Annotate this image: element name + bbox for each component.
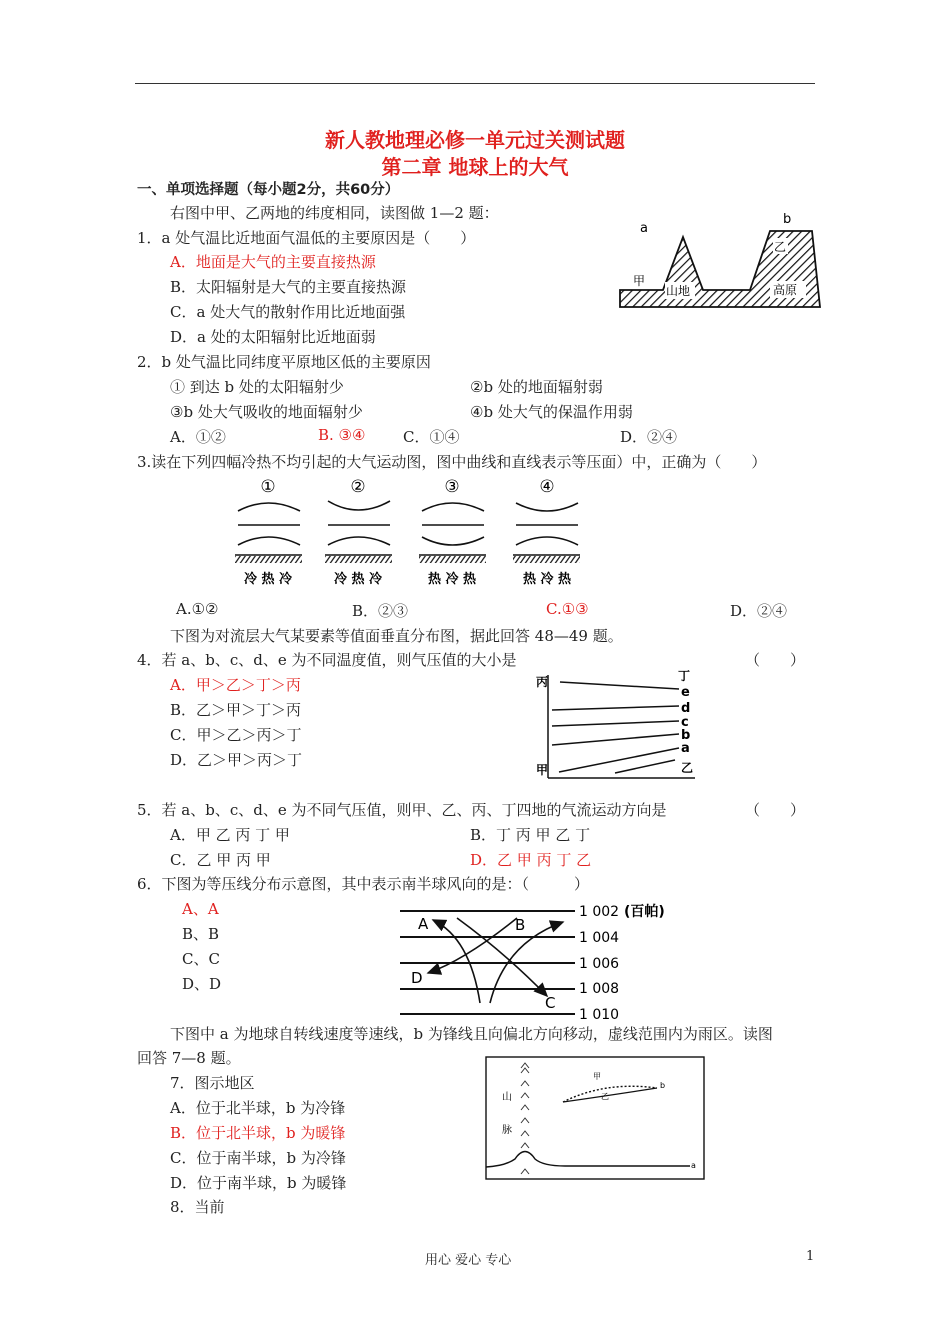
label-jia: 甲	[633, 274, 646, 288]
label-ding: 丁	[678, 669, 691, 683]
q2-option-d: D．②④	[620, 428, 678, 446]
isobar-unit: (百帕)	[624, 904, 665, 920]
arrow-label-d: D	[411, 969, 423, 987]
mountain-char-1: 山	[502, 1092, 512, 1103]
label-b-front: b	[660, 1081, 666, 1090]
q2-item-2: ②b 处的地面辐射弱	[470, 378, 603, 396]
front-figure	[485, 1056, 707, 1183]
q3-fig1-num: ①	[260, 477, 276, 497]
label-yi-iso: 乙	[681, 761, 694, 775]
q4-stem: 4．若 a、b、c、d、e 为不同温度值，则气压值的大小是	[137, 651, 517, 669]
intro-q7-8-line1: 下图中 a 为地球自转线速度等速线，b 为锋线且向偏北方向移动，虚线范围内为雨区。读图	[170, 1025, 773, 1043]
level-d: d	[681, 701, 691, 716]
label-a-front: a	[691, 1161, 696, 1170]
intro-q1-2: 右图中甲、乙两地的纬度相同，读图做 1—2 题：	[170, 204, 499, 222]
q3-fig2-num: ②	[350, 477, 366, 497]
q3-figure-1	[235, 477, 302, 587]
q5-option-a: A．甲 乙 丙 丁 甲	[170, 826, 290, 844]
page-number: 1	[806, 1249, 815, 1264]
q4-option-d: D．乙＞甲＞丙＞丁	[170, 751, 303, 769]
q3-fig4-ground: 热 冷 热	[522, 572, 572, 587]
level-a: a	[681, 741, 690, 756]
q3-option-d: D．②④	[730, 602, 788, 620]
q1-option-c: C．a 处大气的散射作用比近地面强	[170, 303, 406, 321]
q7-option-b: B．位于北半球，b 为暖锋	[170, 1124, 346, 1142]
q7-option-a: A．位于北半球，b 为冷锋	[170, 1099, 346, 1117]
footer-text: 用心 爱心 专心	[425, 1253, 512, 1268]
label-a: a	[640, 221, 648, 236]
q2-option-b: B. ③④	[318, 426, 366, 444]
label-yi: 乙	[774, 240, 787, 254]
label-b: b	[783, 212, 792, 227]
q4-option-a: A．甲＞乙＞丁＞丙	[170, 676, 301, 694]
q2-option-c: C．①④	[403, 428, 460, 446]
intro-q7-8-line2: 回答 7—8 题。	[137, 1049, 241, 1067]
q8-stem: 8．当前	[170, 1198, 225, 1216]
q5-option-c: C．乙 甲 丙 甲	[170, 851, 271, 869]
label-mountain: 山地	[666, 284, 691, 298]
intro-q4-5: 下图为对流层大气某要素等值面垂直分布图，据此回答 48—49 题。	[170, 627, 623, 645]
q2-item-4: ④b 处大气的保温作用弱	[470, 403, 633, 421]
q1-option-b: B．太阳辐射是大气的主要直接热源	[170, 278, 407, 296]
q2-item-1: ① 到达 b 处的太阳辐射少	[170, 378, 344, 396]
q7-option-c: C．位于南半球，b 为冷锋	[170, 1149, 346, 1167]
q2-item-3: ③b 处大气吸收的地面辐射少	[170, 403, 363, 421]
isobar-figure	[395, 898, 695, 1023]
label-jia-iso: 甲	[536, 763, 549, 777]
isobar-1004: 1 004	[579, 930, 620, 946]
isobar-1006: 1 006	[579, 956, 620, 972]
q3-fig4-num: ④	[539, 477, 555, 497]
q3-fig3-num: ③	[444, 477, 460, 497]
label-plateau: 高原	[773, 283, 798, 297]
q1-option-d: D．a 处的太阳辐射比近地面弱	[170, 328, 376, 346]
q6-option-a: A、A	[182, 900, 219, 918]
q5-option-d: D．乙 甲 丙 丁 乙	[470, 851, 592, 869]
arrow-label-c: C	[545, 994, 556, 1012]
q6-option-b: B、B	[182, 925, 220, 943]
q1-stem: 1．a 处气温比近地面气温低的主要原因是（ ）	[137, 229, 476, 247]
level-b: b	[681, 728, 691, 743]
q5-bracket: （ ）	[745, 801, 806, 819]
q2-stem: 2．b 处气温比同纬度平原地区低的主要原因	[137, 353, 431, 371]
q3-fig3-ground: 热 冷 热	[427, 572, 477, 587]
q6-option-c: C、C	[182, 950, 220, 968]
q3-fig1-ground: 冷 热 冷	[243, 572, 293, 587]
isobar-1010: 1 010	[579, 1007, 620, 1023]
q6-stem: 6．下图为等压线分布示意图，其中表示南半球风向的是：（ ）	[137, 875, 590, 893]
q1-option-a: A．地面是大气的主要直接热源	[170, 253, 376, 271]
chapter-title: 第二章 地球上的大气	[381, 155, 569, 179]
q6-option-d: D、D	[182, 975, 222, 993]
arrow-label-b: B	[515, 916, 526, 934]
arrow-d-path	[428, 918, 517, 973]
q3-figure-2	[325, 477, 392, 587]
q5-stem: 5．若 a、b、c、d、e 为不同气压值，则甲、乙、丙、丁四地的气流运动方向是	[137, 801, 667, 819]
q3-figures	[230, 475, 600, 590]
q7-stem: 7．图示地区	[170, 1074, 255, 1092]
mountain-char-2: 脉	[502, 1125, 512, 1136]
q3-stem: 3.读在下列四幅冷热不均引起的大气运动图，图中曲线和直线表示等压面）中，正确为（ ）	[137, 453, 767, 471]
arrow-label-a: A	[418, 915, 429, 933]
level-c: c	[681, 715, 689, 730]
header-rule	[135, 83, 815, 84]
isoline-figure	[535, 668, 705, 786]
label-jia-front: 甲	[593, 1072, 601, 1081]
q4-bracket: （ ）	[745, 651, 806, 669]
section-heading: 一、单项选择题（每小题2分，共60分）	[137, 182, 400, 198]
level-e: e	[681, 685, 690, 700]
isobar-1002: 1 002	[579, 904, 620, 920]
q3-figure-3	[419, 477, 486, 587]
label-yi-front: 乙	[601, 1092, 609, 1101]
q4-option-c: C．甲＞乙＞丙＞丁	[170, 726, 302, 744]
q3-option-c: C.①③	[546, 600, 589, 618]
q5-option-b: B．丁 丙 甲 乙 丁	[470, 826, 591, 844]
q2-option-a: A．①②	[170, 428, 226, 446]
label-bing: 丙	[536, 675, 549, 689]
isobar-1008: 1 008	[579, 981, 620, 997]
q4-option-b: B．乙＞甲＞丁＞丙	[170, 701, 302, 719]
arrow-a-path	[433, 920, 480, 1003]
terrain-figure	[615, 205, 825, 315]
q3-option-a: A.①②	[176, 600, 219, 618]
page-title: 新人教地理必修一单元过关测试题	[325, 128, 625, 152]
q3-figure-4	[513, 477, 580, 587]
q7-option-d: D．位于南半球，b 为暖锋	[170, 1174, 347, 1192]
q3-fig2-ground: 冷 热 冷	[333, 572, 383, 587]
q3-option-b: B．②③	[352, 602, 409, 620]
